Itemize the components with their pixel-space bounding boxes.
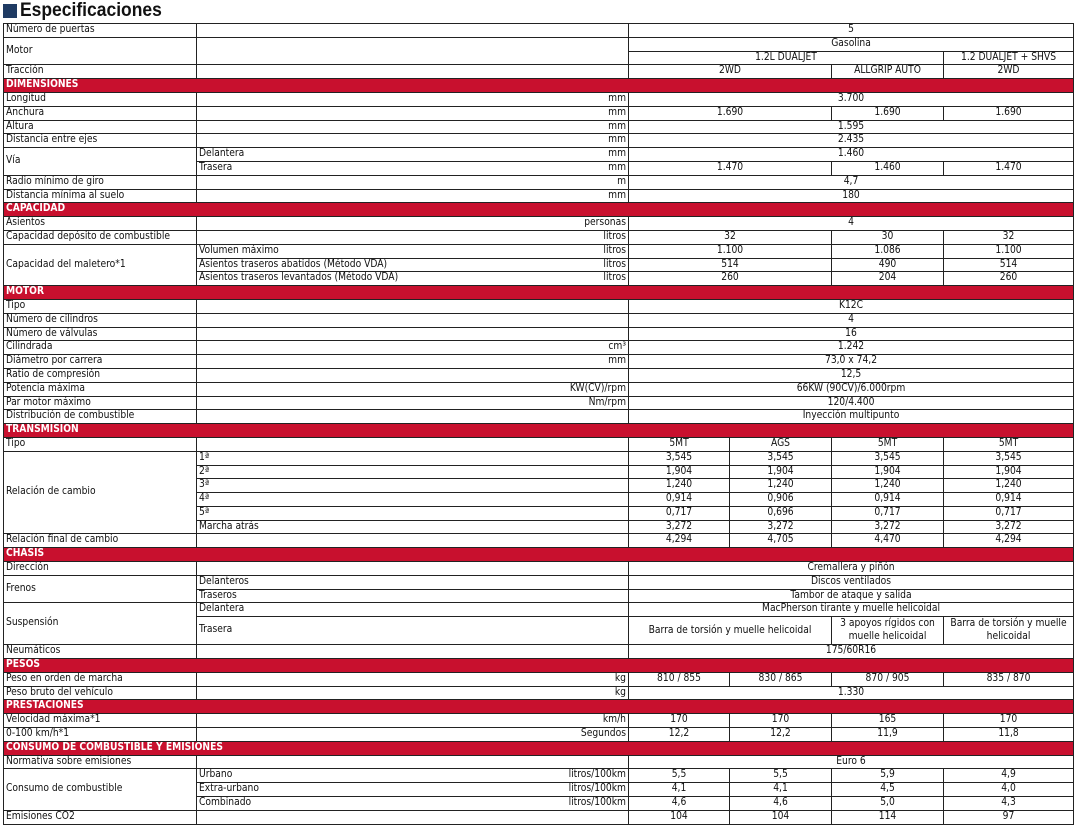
value: 32 <box>944 230 1074 244</box>
value: 1.242 <box>629 341 1074 355</box>
value: 2WD <box>629 65 832 79</box>
value: 5,5 <box>629 769 730 783</box>
section-title: CAPACIDAD <box>4 203 1074 217</box>
row-via-delantera <box>4 148 1074 162</box>
value: 4,294 <box>944 534 1074 548</box>
label: Diámetro por carrera <box>4 355 197 369</box>
page-title <box>3 0 174 22</box>
label: Velocidad máxima*1 <box>4 714 197 728</box>
row-distribucion <box>4 410 1074 424</box>
label: Potencia máxima <box>4 382 197 396</box>
row-susp-del <box>4 603 1074 617</box>
sublabel: Delantera <box>197 603 629 617</box>
label: Ratio de compresión <box>4 368 197 382</box>
value: 4,5 <box>832 783 944 797</box>
section-dimensiones <box>4 79 1074 93</box>
value: 3,272 <box>832 520 944 534</box>
label: Peso en orden de marcha <box>4 672 197 686</box>
row-neumaticos <box>4 645 1074 659</box>
unit: litros/100km <box>568 797 626 809</box>
value: 170 <box>629 714 730 728</box>
label: Motor <box>4 37 197 65</box>
value: 4,294 <box>629 534 730 548</box>
section-title: CHASIS <box>4 548 1074 562</box>
gear-label: 1ª <box>197 451 629 465</box>
unit: mm <box>197 106 629 120</box>
value: 1,240 <box>629 479 730 493</box>
gear-label: Marcha atrás <box>197 520 629 534</box>
unit: Nm/rpm <box>197 396 629 410</box>
row-longitud <box>4 92 1074 106</box>
value: 4,9 <box>944 769 1074 783</box>
value: 870 / 905 <box>832 672 944 686</box>
row-aceleracion <box>4 728 1074 742</box>
section-transmision <box>4 424 1074 438</box>
value: 4 <box>629 313 1074 327</box>
value: 204 <box>832 272 944 286</box>
label: Asientos <box>4 217 197 231</box>
value: 5MT <box>944 437 1074 451</box>
value: 4,705 <box>730 534 832 548</box>
row-urbano <box>4 769 1074 783</box>
label: Anchura <box>4 106 197 120</box>
value: 514 <box>944 258 1074 272</box>
value: 1,904 <box>832 465 944 479</box>
unit: mm <box>608 148 626 160</box>
row-maletero-volmax <box>4 244 1074 258</box>
section-prestaciones <box>4 700 1074 714</box>
sublabel: Delantera <box>199 148 245 160</box>
value: 5,5 <box>730 769 832 783</box>
unit: mm <box>197 189 629 203</box>
value: 830 / 865 <box>730 672 832 686</box>
section-title: MOTOR <box>4 286 1074 300</box>
value: 3.700 <box>629 92 1074 106</box>
unit: mm <box>197 120 629 134</box>
row-peso-marcha <box>4 672 1074 686</box>
value: 114 <box>832 810 944 824</box>
row-velocidad <box>4 714 1074 728</box>
label: Número de válvulas <box>4 327 197 341</box>
row-potencia <box>4 382 1074 396</box>
value: 4,1 <box>629 783 730 797</box>
unit: litros <box>603 272 626 284</box>
value: 0,914 <box>629 493 730 507</box>
row-ratio <box>4 368 1074 382</box>
row-cilindrada <box>4 341 1074 355</box>
value: 2WD <box>944 65 1074 79</box>
unit: kg <box>197 686 629 700</box>
unit: km/h <box>197 714 629 728</box>
gear-label: 3ª <box>197 479 629 493</box>
row-final <box>4 534 1074 548</box>
value: MacPherson tirante y muelle helicoidal <box>629 603 1074 617</box>
sublabel: Asientos traseros levantados (Método VDA) <box>199 272 399 284</box>
section-capacidad <box>4 203 1074 217</box>
value: 1,904 <box>944 465 1074 479</box>
value: 3,272 <box>730 520 832 534</box>
label: Tipo <box>4 437 197 451</box>
value: 1.460 <box>629 148 1074 162</box>
value: 0,914 <box>944 493 1074 507</box>
sublabel: Extra-urbano <box>199 783 259 795</box>
label: Altura <box>4 120 197 134</box>
row-traccion <box>4 65 1074 79</box>
value: 3,545 <box>944 451 1074 465</box>
label: Longitud <box>4 92 197 106</box>
value: 12,5 <box>629 368 1074 382</box>
label: Número de cilindros <box>4 313 197 327</box>
label: Frenos <box>4 575 197 603</box>
row-frenos-del <box>4 575 1074 589</box>
value: 0,696 <box>730 506 832 520</box>
section-motor <box>4 286 1074 300</box>
value: Cremallera y piñón <box>629 562 1074 576</box>
label: Capacidad depósito de combustible <box>4 230 197 244</box>
row-ejes <box>4 134 1074 148</box>
label: Radio mínimo de giro <box>4 175 197 189</box>
value: 1.690 <box>944 106 1074 120</box>
value: 2.435 <box>629 134 1074 148</box>
value: Euro 6 <box>629 755 1074 769</box>
value: 1,904 <box>730 465 832 479</box>
sublabel: Delanteros <box>197 575 629 589</box>
sublabel: Urbano <box>199 769 233 781</box>
value: 3,272 <box>629 520 730 534</box>
row-suelo <box>4 189 1074 203</box>
value: 260 <box>944 272 1074 286</box>
unit: litros <box>603 258 626 270</box>
value: 4,0 <box>944 783 1074 797</box>
label: Peso bruto del vehículo <box>4 686 197 700</box>
row-radio <box>4 175 1074 189</box>
label: Tracción <box>4 65 197 79</box>
row-tipo-motor <box>4 299 1074 313</box>
unit: litros/100km <box>568 769 626 781</box>
value: 97 <box>944 810 1074 824</box>
sublabel: Traseros <box>197 589 629 603</box>
spec-table <box>3 23 1074 825</box>
row-puertas <box>4 24 1074 38</box>
value: 120/4.400 <box>629 396 1074 410</box>
engine-b: 1.2 DUALJET + SHVS <box>944 51 1074 65</box>
value: AGS <box>730 437 832 451</box>
value: 16 <box>629 327 1074 341</box>
row-diametro <box>4 355 1074 369</box>
label: Capacidad del maletero*1 <box>4 244 197 285</box>
value: 490 <box>832 258 944 272</box>
value: 3,272 <box>944 520 1074 534</box>
unit: litros <box>603 244 626 256</box>
unit: cm³ <box>197 341 629 355</box>
engine-a: 1.2L DUALJET <box>629 51 944 65</box>
section-title: PESOS <box>4 659 1074 673</box>
value: 0,717 <box>832 506 944 520</box>
label: Normativa sobre emisiones <box>4 755 197 769</box>
label: 0-100 km/h*1 <box>4 728 197 742</box>
value: 165 <box>832 714 944 728</box>
value: 4 <box>629 217 1074 231</box>
value: 4,7 <box>629 175 1074 189</box>
value: 1,240 <box>730 479 832 493</box>
value: K12C <box>629 299 1074 313</box>
row-par <box>4 396 1074 410</box>
label: Distancia mínima al suelo <box>4 189 197 203</box>
value: 4,1 <box>730 783 832 797</box>
label: Vía <box>4 148 197 176</box>
row-anchura <box>4 106 1074 120</box>
value: 1.470 <box>944 161 1074 175</box>
unit: personas <box>197 217 629 231</box>
value: 3 apoyos rígidos con muelle helicoidal <box>832 617 944 645</box>
value: 3,545 <box>832 451 944 465</box>
value: 1.100 <box>629 244 832 258</box>
value: 66KW (90CV)/6.000rpm <box>629 382 1074 396</box>
title-text: Especificaciones <box>20 0 162 21</box>
row-motor-combustible <box>4 37 1074 51</box>
value: 170 <box>944 714 1074 728</box>
value: 1.690 <box>629 106 832 120</box>
value: 4,3 <box>944 797 1074 811</box>
value: 12,2 <box>629 728 730 742</box>
value: 5MT <box>832 437 944 451</box>
label: Par motor máximo <box>4 396 197 410</box>
label: Tipo <box>4 299 197 313</box>
value: 0,717 <box>629 506 730 520</box>
value: 1.460 <box>832 161 944 175</box>
value: 32 <box>629 230 832 244</box>
value: Inyección multipunto <box>629 410 1074 424</box>
unit: litros/100km <box>568 783 626 795</box>
value: 180 <box>629 189 1074 203</box>
label: Cilindrada <box>4 341 197 355</box>
row-deposito <box>4 230 1074 244</box>
unit: KW(CV)/rpm <box>197 382 629 396</box>
value: 4,6 <box>629 797 730 811</box>
row-co2 <box>4 810 1074 824</box>
value: 1.330 <box>629 686 1074 700</box>
section-chasis <box>4 548 1074 562</box>
value: 5 <box>629 24 1074 38</box>
title-square-icon <box>3 4 17 18</box>
row-peso-bruto <box>4 686 1074 700</box>
value: 73,0 x 74,2 <box>629 355 1074 369</box>
value: ALLGRIP AUTO <box>832 65 944 79</box>
row-gear-1 <box>4 451 1074 465</box>
value: 0,717 <box>944 506 1074 520</box>
label: Dirección <box>4 562 197 576</box>
value: Barra de torsión y muelle helicoidal <box>629 617 832 645</box>
row-valvulas <box>4 327 1074 341</box>
fuel: Gasolina <box>629 37 1074 51</box>
section-title: DIMENSIONES <box>4 79 1074 93</box>
unit: mm <box>197 92 629 106</box>
section-title: PRESTACIONES <box>4 700 1074 714</box>
value: 11,8 <box>944 728 1074 742</box>
row-cilindros <box>4 313 1074 327</box>
value: 104 <box>629 810 730 824</box>
value: 1,904 <box>629 465 730 479</box>
value: 3,545 <box>730 451 832 465</box>
label: Relación final de cambio <box>4 534 197 548</box>
value: 1.100 <box>944 244 1074 258</box>
row-altura <box>4 120 1074 134</box>
label: Neumáticos <box>4 645 197 659</box>
unit: Segundos <box>197 728 629 742</box>
value: 1.086 <box>832 244 944 258</box>
unit: m <box>197 175 629 189</box>
row-direccion <box>4 562 1074 576</box>
unit: litros <box>197 230 629 244</box>
value: 12,2 <box>730 728 832 742</box>
sublabel: Trasera <box>197 617 629 645</box>
unit: mm <box>608 161 626 173</box>
value: 0,906 <box>730 493 832 507</box>
sublabel: Combinado <box>199 797 252 809</box>
label: Consumo de combustible <box>4 769 197 810</box>
row-asientos <box>4 217 1074 231</box>
value: 1.470 <box>629 161 832 175</box>
unit: kg <box>197 672 629 686</box>
row-tipo-transmision <box>4 437 1074 451</box>
value: 170 <box>730 714 832 728</box>
section-title: CONSUMO DE COMBUSTIBLE Y EMISIONES <box>4 741 1074 755</box>
unit: mm <box>197 355 629 369</box>
value: 3,545 <box>629 451 730 465</box>
value: 1.690 <box>832 106 944 120</box>
label: Relación de cambio <box>4 451 197 534</box>
value: 104 <box>730 810 832 824</box>
value: 175/60R16 <box>629 645 1074 659</box>
value: 835 / 870 <box>944 672 1074 686</box>
value: 4,6 <box>730 797 832 811</box>
label: Distancia entre ejes <box>4 134 197 148</box>
row-normativa <box>4 755 1074 769</box>
label: Emisiones CO2 <box>4 810 197 824</box>
value: 810 / 855 <box>629 672 730 686</box>
value: 4,470 <box>832 534 944 548</box>
label: Suspensión <box>4 603 197 645</box>
value: 514 <box>629 258 832 272</box>
value: 1.595 <box>629 120 1074 134</box>
value: 5MT <box>629 437 730 451</box>
gear-label: 5ª <box>197 506 629 520</box>
label: Distribución de combustible <box>4 410 197 424</box>
section-consumo <box>4 741 1074 755</box>
value: 260 <box>629 272 832 286</box>
value: 11,9 <box>832 728 944 742</box>
value: Barra de torsión y muelle helicoidal <box>944 617 1074 645</box>
sublabel: Trasera <box>199 161 233 173</box>
gear-label: 2ª <box>197 465 629 479</box>
value: 30 <box>832 230 944 244</box>
value: 0,914 <box>832 493 944 507</box>
section-pesos <box>4 659 1074 673</box>
value: 1,240 <box>944 479 1074 493</box>
unit: mm <box>197 134 629 148</box>
sublabel: Volumen máximo <box>199 244 279 256</box>
value: 5,0 <box>832 797 944 811</box>
gear-label: 4ª <box>197 493 629 507</box>
value: Discos ventilados <box>629 575 1074 589</box>
value: Tambor de ataque y salida <box>629 589 1074 603</box>
label: Número de puertas <box>4 24 197 38</box>
value: 5,9 <box>832 769 944 783</box>
sublabel: Asientos traseros abatidos (Método VDA) <box>199 258 388 270</box>
section-title: TRANSMISIÓN <box>4 424 1074 438</box>
value: 1,240 <box>832 479 944 493</box>
